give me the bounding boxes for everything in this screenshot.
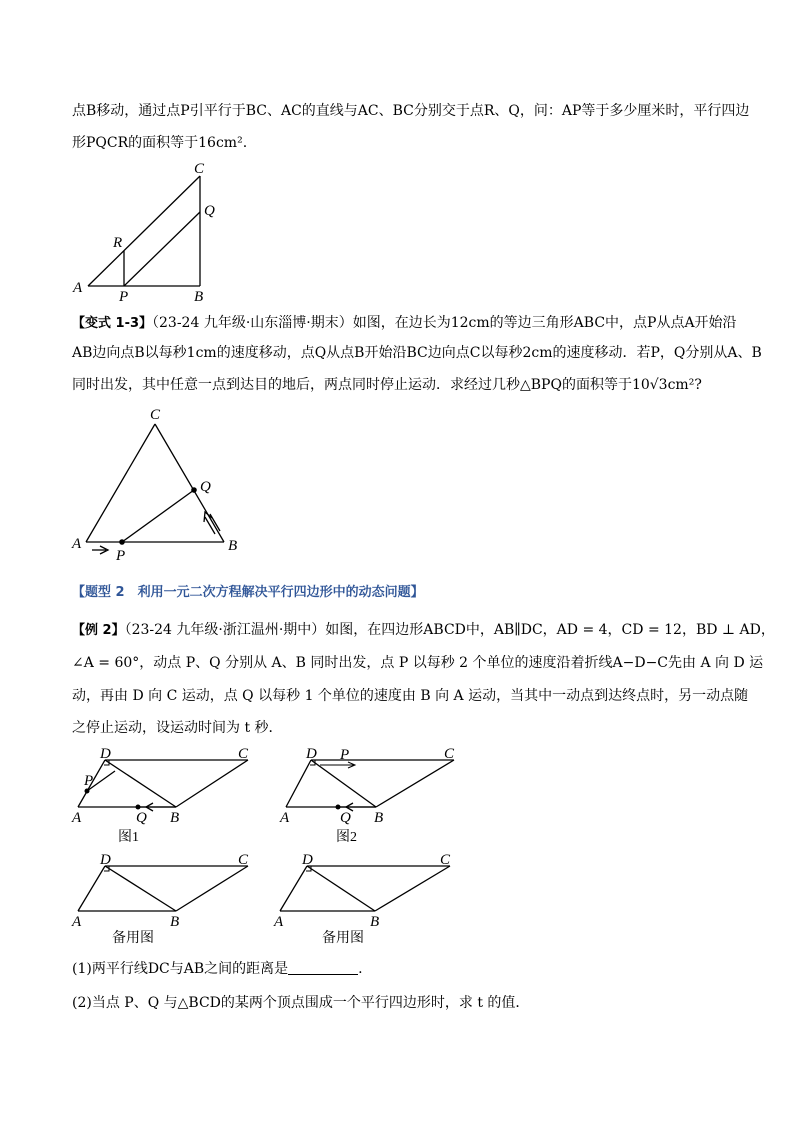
side-ac (86, 424, 155, 542)
label-b: B (370, 914, 380, 930)
problem2-tag: 【变式 1-3】 (72, 316, 153, 331)
example2-line3: 动，再由 D 向 C 运动，点 Q 以每秒 1 个单位的速度由 B 向 A 运动，当其中一动点到达终点时，另一动点随 (72, 688, 749, 704)
label-q: Q (200, 479, 211, 495)
label-c: C (238, 746, 249, 762)
figure-1 (66, 745, 266, 855)
label-q: Q (340, 810, 351, 826)
question-2: (2)当点 P、Q 与△BCD的某两个顶点围成一个平行四边形时，求 t 的值． (72, 995, 530, 1011)
figure-backup-2 (270, 853, 470, 953)
label-q: Q (204, 203, 215, 219)
label-d: D (306, 746, 317, 762)
label-d: D (302, 853, 313, 868)
example2-line4: 之停止运动，设运动时间为 t 秒． (72, 720, 283, 736)
side-ac (88, 176, 200, 286)
example2-tag: 【例 2】 (72, 623, 125, 638)
label-p: P (84, 773, 94, 789)
side-bc (155, 424, 224, 542)
example2-line2: ∠A = 60°，动点 P、Q 分别从 A、B 同时出发，点 P 以每秒 2 个单位的速度沿着折线A−D−C先由 A 向 D 运 (72, 655, 764, 671)
label-r: R (113, 235, 123, 251)
figure-equilateral-triangle (66, 400, 256, 565)
figure-triangle-parallelogram (70, 158, 230, 308)
label-c: C (444, 746, 455, 762)
label-d: D (100, 853, 111, 868)
problem2-line3: 同时出发，其中任意一点到达目的地后，两点同时停止运动．求经过几秒△BPQ的面积等于10√3cm²? (72, 377, 702, 393)
section-heading: 【题型 2 利用一元二次方程解决平行四边形中的动态问题】 (72, 585, 424, 600)
point-p (119, 539, 125, 545)
question-1-end: . (358, 961, 363, 977)
question-1 (72, 959, 728, 979)
label-q: Q (136, 810, 147, 826)
label-d: D (100, 746, 111, 762)
label-a: A (73, 280, 83, 296)
label-c: C (440, 853, 451, 868)
label-c: C (194, 161, 205, 177)
label-b: B (170, 914, 180, 930)
example2-line1 (72, 620, 775, 641)
problem2-line1-text: （23-24 九年级·山东淄博·期末）如图，在边长为12cm的等边三角形ABC中，点P从点A开始沿 (152, 315, 737, 331)
segment-pq (122, 490, 194, 542)
label-a: A (72, 810, 82, 826)
label-a: A (72, 536, 82, 552)
problem1-line1: 点B移动，通过点P引平行于BC、AC的直线与AC、BC分别交于点R、Q，问：AP等于多少厘米时，平行四边 (72, 103, 750, 119)
caption-fig1: 图1 (118, 830, 139, 845)
caption-backup-2: 备用图 (322, 931, 364, 946)
example2-line1-text: （23-24 九年级·浙江温州·期中）如图，在四边形ABCD中，AB∥DC，AD = 4，CD = 12，BD ⊥ AD， (124, 622, 775, 638)
problem1-line2: 形PQCR的面积等于16cm². (72, 135, 248, 151)
caption-fig2: 图2 (336, 830, 357, 845)
problem2-line1 (72, 313, 737, 334)
label-p: P (119, 289, 129, 305)
label-b: B (374, 810, 384, 826)
label-b: B (194, 289, 204, 305)
answer-blank[interactable] (288, 960, 358, 975)
problem2-line2: AB边向点B以每秒1cm的速度移动，点Q从点B开始沿BC边向点C以每秒2cm的速度移动．若P，Q分别从A、B (72, 345, 762, 361)
label-c: C (150, 407, 161, 423)
point-q (191, 487, 197, 493)
figure-backup-1 (66, 853, 266, 953)
label-a: A (274, 914, 284, 930)
figure-2 (276, 745, 476, 855)
label-a: A (72, 914, 82, 930)
question-1-text: (1)两平行线DC与AB之间的距离是 (72, 961, 289, 977)
label-p: P (340, 747, 350, 763)
label-c: C (238, 853, 249, 868)
label-b: B (170, 810, 180, 826)
label-p: P (116, 548, 126, 564)
label-b: B (228, 538, 238, 554)
caption-backup-1: 备用图 (112, 931, 154, 946)
label-a: A (280, 810, 290, 826)
segment-pq (124, 212, 200, 286)
